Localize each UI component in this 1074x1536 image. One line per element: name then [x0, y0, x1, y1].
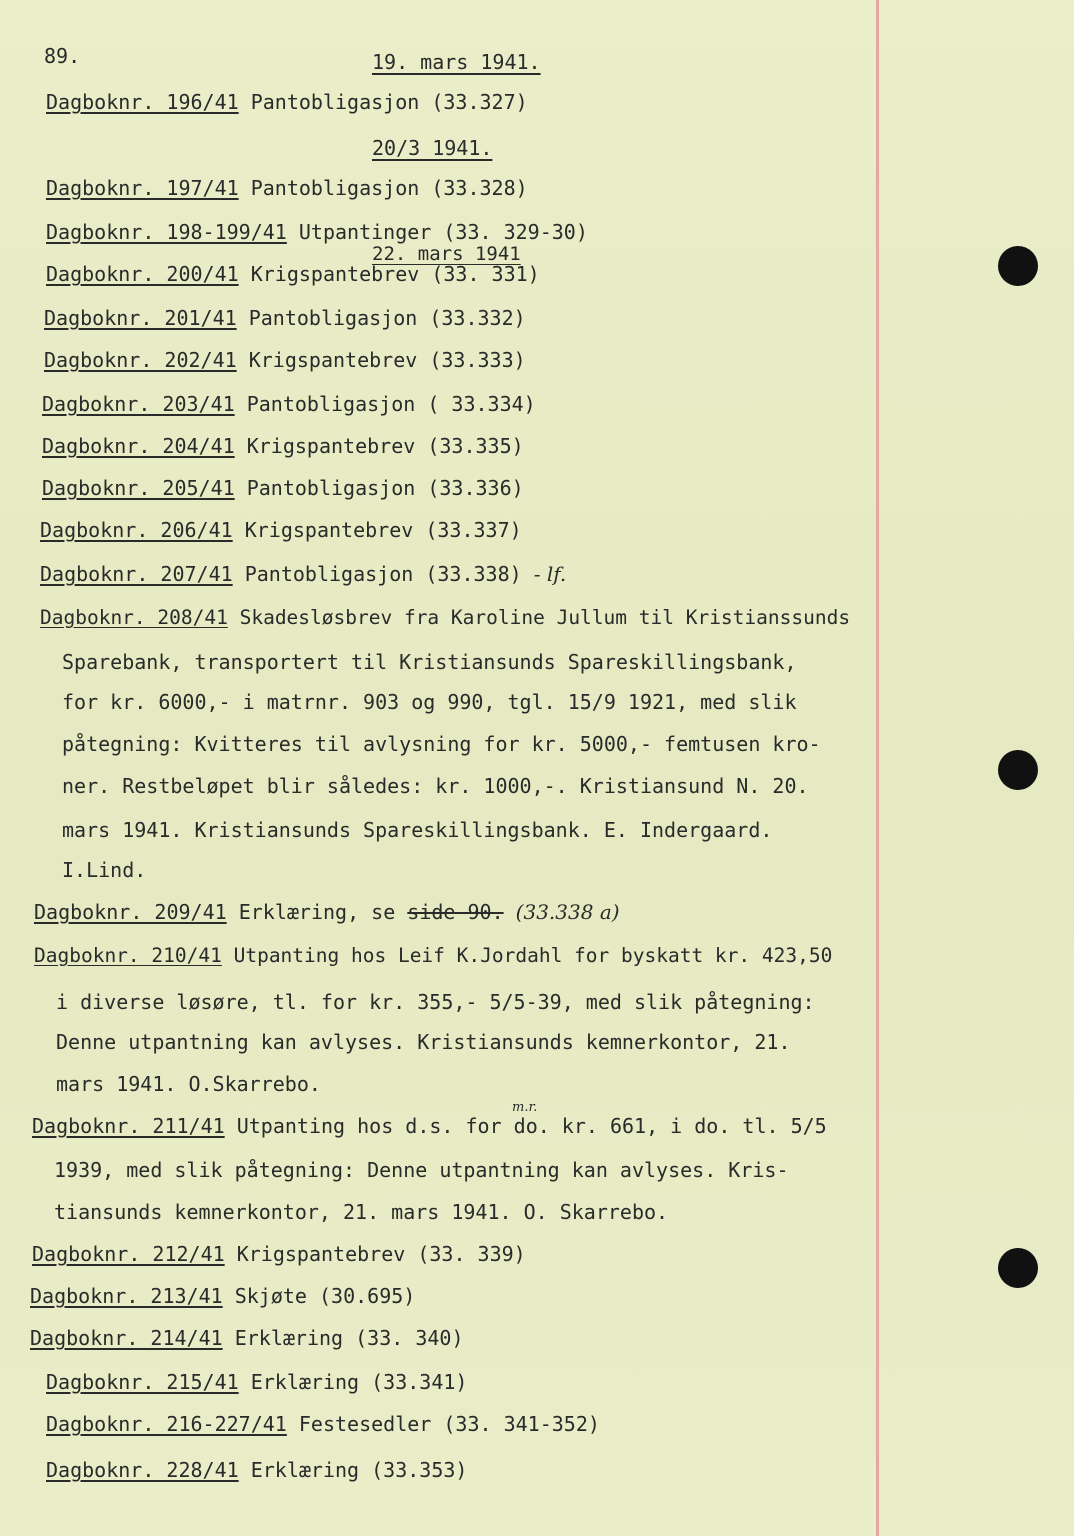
entry-row: [30, 1326, 463, 1350]
entry-number: Dagboknr. 196/41: [46, 90, 239, 114]
entry-row: [32, 1114, 827, 1138]
entry-text-continued: 1939, med slik påtegning: Denne utpantning kan avlyses. Kris-: [54, 1158, 789, 1182]
entry-row: [40, 606, 850, 630]
page-number: 89.: [44, 44, 81, 68]
margin-rule: [876, 0, 879, 1536]
entry-text: Erklæring (33.341): [250, 1370, 468, 1394]
entry-row: [46, 1458, 467, 1482]
entry-number: Dagboknr. 204/41: [42, 434, 235, 458]
entry-text-continued: i diverse løsøre, tl. for kr. 355,- 5/5-39, med slik påtegning:: [56, 990, 815, 1014]
entry-number: Dagboknr. 202/41: [44, 348, 237, 372]
entry-text: Erklæring (33.353): [250, 1458, 468, 1482]
entry-text-continued: påtegning: Kvitteres til avlysning for kr. 5000,- femtusen kro-: [62, 732, 821, 756]
entry-text: Pantobligasjon (33.336): [246, 476, 524, 500]
entry-text: Krigspantebrev (33.335): [246, 434, 524, 458]
entry-row: [40, 518, 522, 542]
punch-hole: [998, 750, 1038, 790]
punch-hole: [998, 246, 1038, 286]
entry-text: Utpanting hos Leif K.Jordahl for byskatt kr. 423,50: [233, 944, 833, 967]
entry-number: Dagboknr. 216-227/41: [46, 1412, 287, 1436]
entry-number: Dagboknr. 214/41: [30, 1326, 223, 1350]
entry-number: Dagboknr. 213/41: [30, 1284, 223, 1308]
entry-number: Dagboknr. 208/41: [40, 606, 228, 629]
handwritten-mark: - lf.: [533, 562, 567, 586]
entry-text: Pantobligasjon ( 33.334): [246, 392, 536, 416]
entry-text: Erklæring, se: [238, 900, 396, 924]
entry-row: [46, 220, 588, 244]
entry-text-continued: I.Lind.: [62, 858, 147, 882]
entry-text: Pantobligasjon (33.332): [248, 306, 526, 330]
entry-number: Dagboknr. 201/41: [44, 306, 237, 330]
date-heading: 19. mars 1941.: [372, 50, 541, 74]
entry-row: [34, 944, 832, 968]
entry-number: Dagboknr. 215/41: [46, 1370, 239, 1394]
entry-number: Dagboknr. 203/41: [42, 392, 235, 416]
entry-text: Utpanting hos d.s. for do. kr. 661, i do. tl. 5/5: [236, 1114, 827, 1138]
entry-text-continued: tiansunds kemnerkontor, 21. mars 1941. O. Skarrebo.: [54, 1200, 669, 1224]
entry-number: Dagboknr. 207/41: [40, 562, 233, 586]
entry-row: [42, 476, 524, 500]
entry-number: Dagboknr. 212/41: [32, 1242, 225, 1266]
entry-number: Dagboknr. 228/41: [46, 1458, 239, 1482]
entry-row: [30, 1284, 415, 1308]
entry-text: Festesedler (33. 341-352): [298, 1412, 600, 1436]
entry-text-continued: Denne utpantning kan avlyses. Kristiansunds kemnerkontor, 21.: [56, 1030, 791, 1054]
entry-text: Krigspantebrev (33. 339): [236, 1242, 526, 1266]
entry-text-continued: mars 1941. Kristiansunds Spareskillingsbank. E. Indergaard.: [62, 818, 773, 842]
entry-row: [44, 348, 526, 372]
entry-number: Dagboknr. 210/41: [34, 944, 222, 967]
punch-hole: [998, 1248, 1038, 1288]
entry-number: Dagboknr. 206/41: [40, 518, 233, 542]
entry-number: Dagboknr. 198-199/41: [46, 220, 287, 244]
entry-row: [32, 1242, 526, 1266]
handwritten-mark: m.r.: [512, 1100, 538, 1115]
entry-row: [40, 562, 566, 586]
date-heading: 20/3 1941.: [372, 136, 493, 160]
entry-row: [44, 306, 526, 330]
entry-text: Skadesløsbrev fra Karoline Jullum til Kristianssunds: [239, 606, 851, 629]
entry-number: Dagboknr. 211/41: [32, 1114, 225, 1138]
entry-row: [34, 900, 620, 924]
entry-number: Dagboknr. 205/41: [42, 476, 235, 500]
entry-text: Erklæring (33. 340): [234, 1326, 464, 1350]
entry-number: Dagboknr. 197/41: [46, 176, 239, 200]
entry-text-continued: mars 1941. O.Skarrebo.: [56, 1072, 321, 1096]
entry-text: Pantobligasjon (33.338): [244, 562, 522, 586]
entry-text-continued: ner. Restbeløpet blir således: kr. 1000,-. Kristiansund N. 20.: [62, 774, 809, 798]
entry-text-continued: for kr. 6000,- i matrnr. 903 og 990, tgl. 15/9 1921, med slik: [62, 690, 797, 714]
entry-row: [42, 392, 536, 416]
entry-row: [46, 90, 528, 114]
entry-text-continued: Sparebank, transportert til Kristiansunds Spareskillingsbank,: [62, 650, 797, 674]
entry-text: Pantobligasjon (33.327): [250, 90, 528, 114]
entry-number: Dagboknr. 200/41: [46, 262, 239, 286]
entry-row: [46, 1412, 600, 1436]
entry-row: [46, 1370, 467, 1394]
struck-text: side 90.: [407, 900, 504, 924]
entry-row: [46, 176, 528, 200]
date-heading: 22. mars 1941: [372, 243, 521, 265]
entry-text: Utpantinger (33. 329-30): [298, 220, 588, 244]
entry-text: Skjøte (30.695): [234, 1284, 416, 1308]
entry-number: Dagboknr. 209/41: [34, 900, 227, 924]
entry-text: Krigspantebrev (33.333): [248, 348, 526, 372]
handwritten-mark: (33.338 a): [515, 900, 620, 924]
entry-row: [46, 262, 540, 286]
entry-text: Pantobligasjon (33.328): [250, 176, 528, 200]
entry-text: Krigspantebrev (33.337): [244, 518, 522, 542]
entry-row: [42, 434, 524, 458]
entry-text: Krigspantebrev (33. 331): [250, 262, 540, 286]
